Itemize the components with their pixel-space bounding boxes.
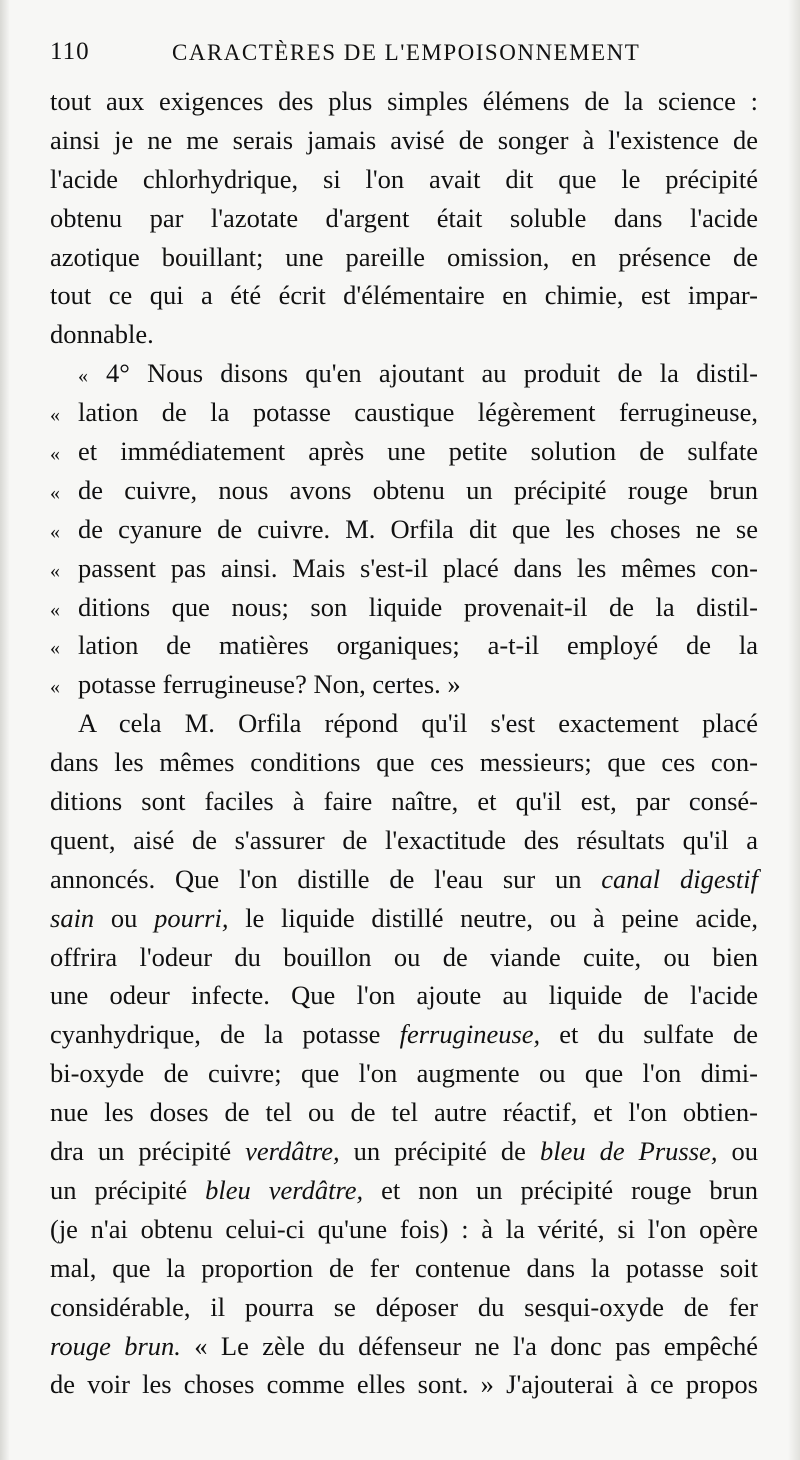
text-line <box>50 199 758 238</box>
text-line <box>50 315 758 354</box>
line-text: dra un précipité verdâtre, un précipité de bleu de Prusse, ou <box>50 1136 758 1167</box>
line-text: de cuivre, nous avons obtenu un précipité rouge brun <box>78 474 758 505</box>
text-line <box>50 1210 758 1249</box>
page-edge-shadow-right <box>788 0 800 1460</box>
text-line <box>50 1132 758 1171</box>
line-text: obtenu par l'azotate d'argent était soluble dans l'acide <box>50 202 758 233</box>
text-line <box>50 160 758 199</box>
text-line <box>50 1054 758 1093</box>
text-line <box>50 510 758 549</box>
line-text: 4° Nous disons qu'en ajoutant au produit de la distil- <box>106 358 758 389</box>
text-line <box>50 704 758 743</box>
page-edge-shadow-left <box>0 0 10 1460</box>
line-text: potasse ferrugineuse? Non, certes. » <box>78 669 461 700</box>
text-line <box>50 1015 758 1054</box>
line-text: rouge brun. « Le zèle du défenseur ne l'a donc pas empêché <box>50 1330 758 1361</box>
text-line <box>50 1288 758 1327</box>
text-line <box>50 276 758 315</box>
quote-mark: « <box>78 365 88 388</box>
line-text: ainsi je ne me serais jamais avisé de songer à l'existence de <box>50 124 758 155</box>
line-text: de voir les choses comme elles sont. » J'ajouterai à ce propos <box>50 1369 758 1400</box>
text-line <box>50 588 758 627</box>
text-line <box>50 432 758 471</box>
line-text: annoncés. Que l'on distille de l'eau sur un canal digestif <box>50 863 758 894</box>
line-text: passent pas ainsi. Mais s'est-il placé dans les mêmes con- <box>78 552 758 583</box>
line-text: bi-oxyde de cuivre; que l'on augmente ou que l'on dimi- <box>50 1058 758 1089</box>
quote-mark: « <box>50 520 60 543</box>
text-line <box>50 393 758 432</box>
text-line <box>50 121 758 160</box>
quote-mark: « <box>50 559 60 582</box>
text-line <box>50 665 758 704</box>
line-text: dans les mêmes conditions que ces messieurs; que ces con- <box>50 747 758 778</box>
line-text: mal, que la proportion de fer contenue dans la potasse soit <box>50 1252 758 1283</box>
quote-mark: « <box>50 481 60 504</box>
line-text: (je n'ai obtenu celui-ci qu'une fois) : à la vérité, si l'on opère <box>50 1213 758 1244</box>
text-line <box>50 782 758 821</box>
line-text: l'acide chlorhydrique, si l'on avait dit que le précipité <box>50 163 758 194</box>
line-text: donnable. <box>50 319 154 350</box>
line-text: nue les doses de tel ou de tel autre réactif, et l'on obtien- <box>50 1097 758 1128</box>
line-text: A cela M. Orfila répond qu'il s'est exactement placé <box>78 708 758 739</box>
text-line <box>50 1365 758 1404</box>
text-line <box>50 1171 758 1210</box>
text-line <box>50 899 758 938</box>
quote-mark: « <box>50 598 60 621</box>
line-text: lation de matières organiques; a-t-il employé de la <box>78 630 758 661</box>
text-line <box>50 549 758 588</box>
line-text: azotique bouillant; une pareille omission, en présence de <box>50 241 758 272</box>
text-line <box>50 976 758 1015</box>
text-line <box>50 743 758 782</box>
text-line <box>50 626 758 665</box>
text-line <box>50 82 758 121</box>
line-text: ditions sont faciles à faire naître, et qu'il est, par consé- <box>50 786 758 817</box>
text-line <box>50 1093 758 1132</box>
line-text: un précipité bleu verdâtre, et non un précipité rouge brun <box>50 1174 759 1205</box>
running-title: CARACTÈRES DE L'EMPOISONNEMENT <box>172 40 641 65</box>
line-text: cyanhydrique, de la potasse ferrugineuse, et du sulfate de <box>50 1019 758 1050</box>
body-text <box>50 82 758 1404</box>
text-line <box>50 860 758 899</box>
text-line <box>50 238 758 277</box>
line-text: de cyanure de cuivre. M. Orfila dit que les choses ne se <box>78 513 758 544</box>
quote-mark: « <box>50 676 60 699</box>
line-text: tout aux exigences des plus simples élémens de la science : <box>50 86 758 116</box>
page-header <box>50 38 760 74</box>
quote-mark: « <box>50 637 60 660</box>
line-text: offrira l'odeur du bouillon ou de viande cuite, ou bien <box>50 941 758 972</box>
line-text: lation de la potasse caustique légèrement ferrugineuse, <box>78 397 758 428</box>
text-line <box>50 354 758 393</box>
line-text: et immédiatement après une petite solution de sulfate <box>78 436 758 467</box>
line-text: tout ce qui a été écrit d'élémentaire en chimie, est impar- <box>50 280 758 311</box>
line-text: quent, aisé de s'assurer de l'exactitude des résultats qu'il a <box>50 824 758 855</box>
page-number: 110 <box>50 38 90 65</box>
line-text: sain ou pourri, le liquide distillé neutre, ou à peine acide, <box>50 902 759 933</box>
text-line <box>50 1327 758 1366</box>
line-text: une odeur infecte. Que l'on ajoute au liquide de l'acide <box>50 980 758 1011</box>
text-line <box>50 821 758 860</box>
text-line <box>50 1249 758 1288</box>
line-text: considérable, il pourra se déposer du sesqui-oxyde de fer <box>50 1291 758 1322</box>
text-line <box>50 471 758 510</box>
line-text: ditions que nous; son liquide provenait-il de la distil- <box>78 591 758 622</box>
text-line <box>50 938 758 977</box>
quote-mark: « <box>50 443 60 466</box>
quote-mark: « <box>50 404 60 427</box>
